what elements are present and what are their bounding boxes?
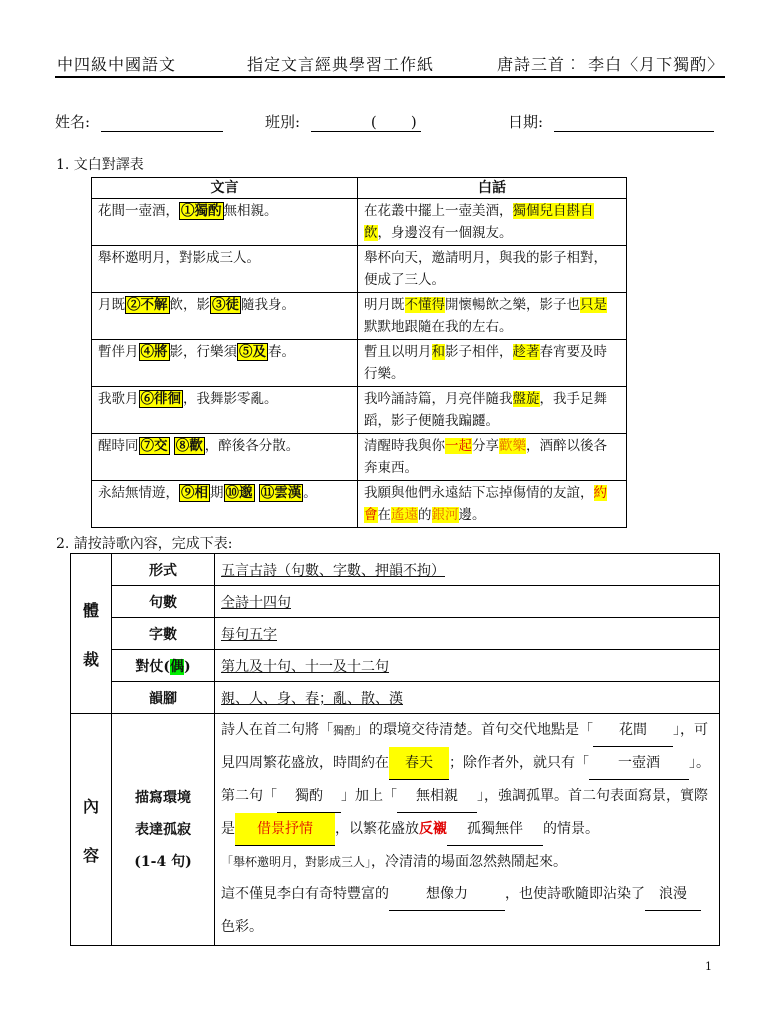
- text-span: 春。: [268, 344, 295, 360]
- highlight-answer: 盤旋: [512, 391, 540, 407]
- highlight-answer: 一起: [445, 438, 472, 454]
- classical-cell: [92, 434, 358, 481]
- row-label: 形式: [112, 554, 215, 586]
- text-span: 」，強調孤單。首二句表面寫景，實際是: [221, 788, 708, 837]
- text-span: ，醉後各分散。: [204, 438, 300, 454]
- topic-title: 唐詩三首︰ 李白〈月下獨酌〉: [497, 55, 725, 74]
- keyword-7: ⑦交: [140, 438, 168, 454]
- name-blank[interactable]: [101, 115, 223, 132]
- class-label: 班別:: [265, 113, 301, 131]
- row-value: [215, 650, 720, 682]
- table-row: [92, 387, 627, 434]
- text-span: 這不僅見李白有奇特豐富的: [221, 886, 389, 902]
- text-span: 暫伴月: [98, 344, 139, 360]
- group-char: 內: [82, 796, 99, 816]
- answer-blank: 浪漫: [645, 878, 701, 911]
- table-row: [92, 246, 627, 293]
- text-span: 我歌月: [98, 391, 139, 407]
- row-value: [215, 618, 720, 650]
- translation-table: [91, 177, 627, 528]
- answer-blank: 春天: [389, 747, 449, 780]
- name-field[interactable]: [55, 111, 223, 132]
- date-label: 日期:: [508, 113, 544, 131]
- classical-cell: [92, 293, 358, 340]
- highlight-answer: 偶: [170, 658, 184, 675]
- text-span: 」加上「: [341, 788, 397, 804]
- table-row: [71, 554, 720, 586]
- answer-text: 全詩十四句: [221, 594, 291, 611]
- table-row: [71, 714, 720, 946]
- highlight-answer: 不懂得: [404, 297, 445, 313]
- highlight-answer: 趁著: [512, 344, 540, 360]
- classical-cell: [92, 340, 358, 387]
- section2-title: 2. 請按詩歌內容，完成下表:: [56, 536, 233, 552]
- group-char: 裁: [82, 649, 99, 669]
- text-span: ，以繁花盛放: [335, 821, 419, 837]
- group-content: [71, 714, 112, 946]
- table-row: [71, 586, 720, 618]
- text-span: 在: [377, 507, 391, 523]
- keyword-5: ⑤及: [239, 344, 266, 360]
- highlight-answer: 獨個兒自斟自飲: [364, 203, 594, 241]
- class-paren-close: ): [410, 113, 417, 131]
- vernacular-cell: [358, 340, 627, 387]
- answer-blank: 一壺酒: [589, 747, 689, 780]
- text-span: 」的環境交待清楚。首句交代地點是「: [355, 722, 593, 738]
- table-row: [92, 434, 627, 481]
- text-span: 開懷暢飲之樂，影子也: [445, 297, 580, 313]
- text-span: 醒時同: [98, 438, 139, 454]
- text-span: 分享: [472, 438, 499, 454]
- class-paren-open: (: [370, 113, 377, 131]
- header-classical: 文言: [92, 178, 358, 199]
- row-label: 韻腳: [112, 682, 215, 714]
- keyword-8: ⑧歡: [175, 438, 203, 454]
- table-row: [92, 199, 627, 246]
- text-span: 無相親。: [223, 203, 278, 219]
- row-value: [215, 554, 720, 586]
- answer-text: 親、人、身、春；亂、散、漢: [221, 690, 403, 707]
- highlight-answer: 約會: [364, 485, 607, 523]
- course-title: 中四級中國語文: [57, 55, 177, 74]
- label-line: 表達孤寂: [135, 821, 191, 838]
- group-char: 容: [82, 845, 99, 865]
- content-paragraph: [215, 714, 720, 946]
- analysis-table: [70, 553, 720, 946]
- classical-cell: [92, 199, 358, 246]
- keyword-4: ④將: [140, 344, 168, 360]
- text-span: ，身邊沒有一個親友。: [377, 225, 513, 241]
- table-row: [92, 293, 627, 340]
- section1-title: 1. 文白對譯表: [56, 157, 144, 173]
- vernacular-cell: [358, 434, 627, 481]
- text-span: ，也使詩歌隨即沾染了: [505, 886, 645, 902]
- keyword-1: ①獨酌: [181, 203, 222, 219]
- answer-blank: 無相親: [397, 780, 477, 813]
- text-span: 」。第二句「: [221, 755, 710, 804]
- classical-cell: 舉杯邀明月，對影成三人。: [92, 246, 358, 293]
- date-blank[interactable]: [554, 115, 714, 132]
- row-value: [215, 682, 720, 714]
- text-span: 。: [303, 485, 317, 501]
- answer-text: 第九及十句、十一及十二句: [221, 658, 389, 675]
- highlight-answer: 和: [431, 344, 445, 360]
- page-number: 1: [705, 960, 712, 973]
- content-label: [112, 714, 215, 946]
- vernacular-cell: [358, 199, 627, 246]
- keyword-10: ⑩邈: [225, 485, 253, 501]
- text-span: 詩人在首二句將「: [221, 722, 333, 738]
- text-span: 的情景。: [543, 821, 599, 837]
- text-span: 期: [210, 485, 224, 501]
- name-label: 姓名:: [55, 113, 91, 131]
- label-line: (1-4 句): [134, 853, 192, 870]
- keyword-9: ⑨相: [181, 485, 208, 501]
- vernacular-cell: [358, 481, 627, 528]
- keyword-2: ②不解: [127, 297, 168, 313]
- table-row: [71, 618, 720, 650]
- worksheet-title: 指定文言經典學習工作紙: [247, 55, 435, 74]
- text-span: 飲，影: [169, 297, 210, 313]
- text-span: 「舉杯邀明月，對影成三人」: [221, 855, 372, 869]
- table-row: [71, 682, 720, 714]
- text-span: ，我手足舞蹈，影子便隨我蹁躚。: [364, 391, 607, 429]
- text-span: 春宵要及時行樂。: [364, 344, 607, 382]
- emphasis-text: 反襯: [419, 821, 447, 837]
- class-blank[interactable]: [311, 115, 421, 132]
- text-span: 清醒時我與你: [364, 438, 445, 454]
- vernacular-cell: 舉杯向天，邀請明月，與我的影子相對，便成了三人。: [358, 246, 627, 293]
- row-label: 句數: [112, 586, 215, 618]
- text-span: 影子相伴，: [445, 344, 513, 360]
- answer-text: 五言古詩（句數、字數、押韻不拘）: [221, 562, 445, 579]
- text-span: 獨酌: [333, 724, 355, 737]
- text-span: 在花叢中擺上一壺美酒，: [364, 203, 513, 219]
- text-span: 月既: [98, 297, 125, 313]
- header-vernacular: 白話: [358, 178, 627, 199]
- classical-cell: [92, 481, 358, 528]
- text-span: 我吟誦詩篇，月亮伴隨我: [364, 391, 513, 407]
- text-span: 對仗(: [135, 658, 170, 675]
- text-span: ，我舞影零亂。: [183, 391, 278, 407]
- table-row: [71, 650, 720, 682]
- highlight-answer: 銀河: [431, 507, 459, 523]
- table-header-row: [92, 178, 627, 199]
- text-span: 色彩。: [221, 919, 263, 935]
- row-label: [112, 650, 215, 682]
- class-field[interactable]: [265, 111, 421, 132]
- table-row: [92, 340, 627, 387]
- text-span: ，酒醉以後各奔東西。: [364, 438, 607, 476]
- keyword-11: ⑪雲漢: [260, 485, 302, 501]
- text-span: 永結無情遊，: [98, 485, 179, 501]
- text-span: ；除作者外，就只有「: [449, 755, 589, 771]
- text-span: 暫且以明月: [364, 344, 432, 360]
- text-span: 影，行樂須: [169, 344, 237, 360]
- text-span: 明月既: [364, 297, 405, 313]
- text-span: 默默地跟隨在我的左右。: [364, 319, 513, 335]
- classical-cell: [92, 387, 358, 434]
- highlight-answer: 遙遠: [391, 507, 418, 523]
- text-span: ，冷清清的場面忽然熱鬧起來。: [371, 854, 568, 870]
- answer-blank: 獨酌: [277, 780, 341, 813]
- worksheet-header: [55, 50, 725, 78]
- answer-blank: 花間: [593, 714, 673, 747]
- text-span: 隨我身。: [241, 297, 295, 313]
- vernacular-cell: [358, 387, 627, 434]
- text-span: 我願與他們永遠結下忘掉傷情的友誼，: [364, 485, 594, 501]
- date-field[interactable]: [508, 111, 714, 132]
- answer-text: 每句五字: [221, 626, 277, 643]
- keyword-3: ③徒: [212, 297, 239, 313]
- group-genre: [71, 554, 112, 714]
- group-char: 體: [82, 600, 99, 620]
- text-span: 」，可見四周繁花盛放，時間約在: [221, 722, 708, 771]
- answer-blank: 想像力: [389, 878, 505, 911]
- keyword-6: ⑥徘徊: [140, 391, 181, 407]
- text-span: 邊。: [458, 507, 486, 523]
- vernacular-cell: [358, 293, 627, 340]
- row-value: [215, 586, 720, 618]
- highlight-answer: 只是: [580, 297, 607, 313]
- answer-blank: 孤獨無伴: [447, 813, 543, 846]
- label-line: 描寫環境: [135, 789, 191, 806]
- text-span: 花間一壺酒，: [98, 203, 179, 219]
- answer-blank: 借景抒情: [235, 813, 335, 846]
- highlight-answer: 歡樂: [499, 438, 526, 454]
- text-span: 的: [418, 507, 432, 523]
- table-row: [92, 481, 627, 528]
- text-span: ): [184, 658, 191, 675]
- row-label: 字數: [112, 618, 215, 650]
